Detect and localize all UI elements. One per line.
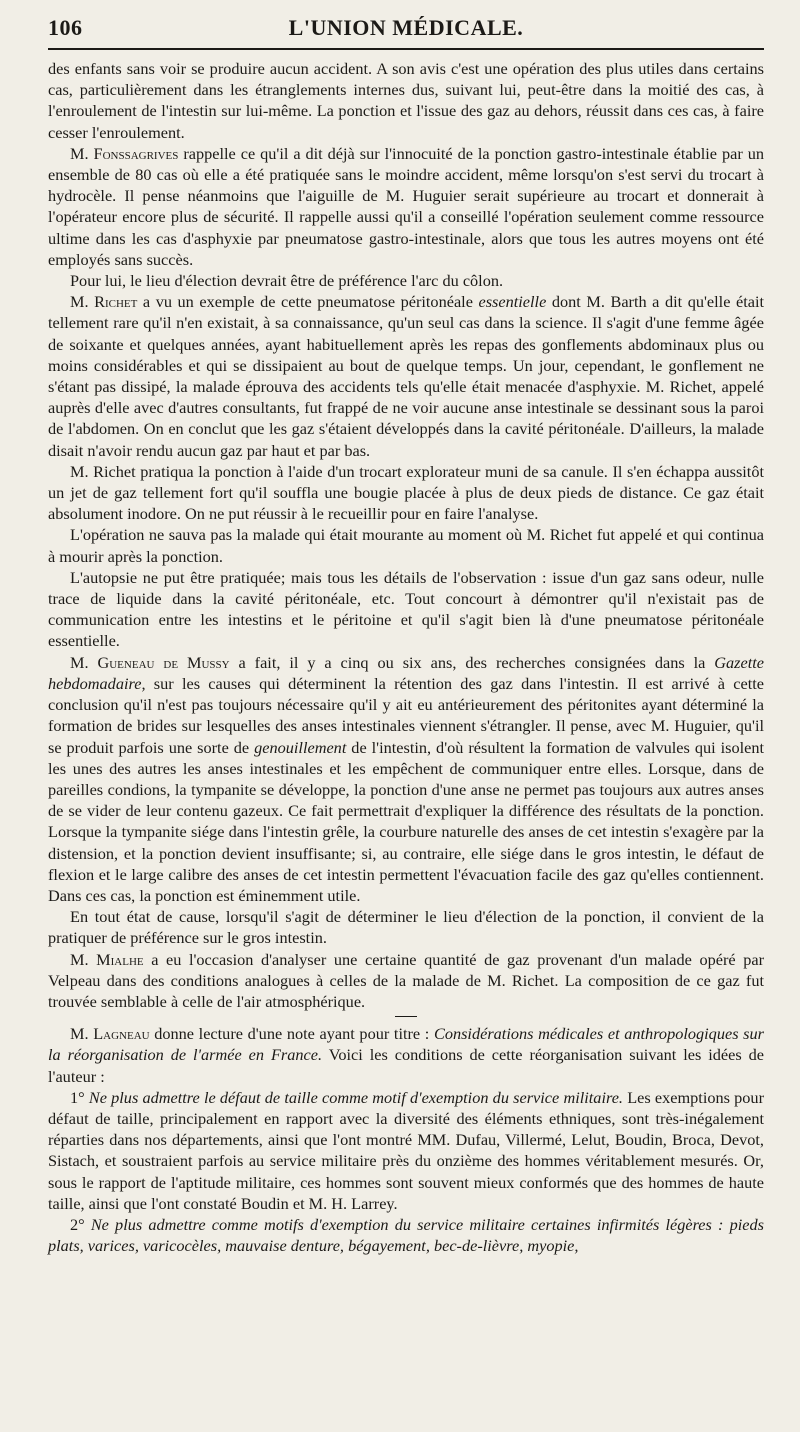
text-run: a fait, il y a cinq ou six ans, des recherches consignées dans la (229, 652, 715, 672)
text-run: Voici les conditions de cette réorganisation suivant les idées de l'auteur : (48, 1045, 764, 1086)
text-run: Les exemptions pour défaut de taille, principalement en rapport avec la diversité des éléments ethniques, sont très-inégalement réparties dans nos départements, ainsi que l'ont montré MM. Dufau, Villermé, Lelut, Boudin, Broca, Devot, Sistach, et soustraient parfois au service militaire près du onzième des hommes véritablement mesurés. Or, sous le rapport de l'aptitude militaire, ces hommes sont souvent mieux conformés que des hommes de haute taille, ainsi que l'ont constaté Boudin et M. H. Larrey. (48, 1087, 764, 1213)
text-run: de l'intestin, d'où résultent la formation de valvules qui isolent les unes des autres les anses intestinales et les empêchent de communiquer entre elles. Lorsque, dans de pareilles condions, la tympanite se développe, la ponction d'une anse ne permet pas toujours aux autres anses de se vider de leur contenu gazeux. Ce fait permettrait d'expliquer la différence des résultats de la ponction. Lorsque la tympanite siége dans l'intestin grêle, la courbure naturelle des anses de cet intestin s'exagère par la distension, et la ponction devient insuffisante; si, au contraire, elle siége dans le gros intestin, le défaut de flexion et le large calibre des anses de cet intestin permettent l'évacuation facile des gaz qu'elles contiennent. Dans ces cas, la ponction est éminemment utile. (48, 737, 765, 905)
italic-text: essentielle (478, 292, 547, 312)
paragraph (48, 652, 764, 906)
italic-text: Considérations médicales et anthropologiques sur la réorganisation de l'armée en France. (48, 1024, 764, 1065)
text-run: a vu un exemple de cette pneumatose péritonéale (137, 292, 479, 312)
paragraph (48, 58, 764, 143)
paragraph (48, 524, 764, 566)
speaker-name: Lagneau (93, 1024, 150, 1044)
paragraph (48, 270, 764, 291)
paragraph (48, 1087, 764, 1214)
paragraph (48, 143, 764, 270)
paragraph (48, 1214, 764, 1256)
paragraph (48, 1023, 764, 1087)
text-run: M. (70, 143, 94, 163)
italic-text: genouillement (254, 737, 347, 757)
speaker-name: Richet (94, 292, 138, 312)
text-run: M. (70, 652, 98, 672)
text-run: 2° (70, 1214, 91, 1234)
speaker-name: Mialhe (96, 949, 144, 969)
text-run: sur les causes qui déterminent la rétention des gaz dans l'intestin. Il est arrivé à cette conclusion qu'il n'est pas toujours nécessaire qu'il y ait eu antérieurement des péritonites ayant déterminé la formation de brides sur lesquelles des anses intestinales viennent s'étrangler. Il pense, avec M. Huguier, qu'il se produit parfois une sorte de (48, 673, 764, 757)
page-header (48, 14, 764, 42)
paragraph (48, 567, 764, 652)
text-run: des enfants sans voir se produire aucun accident. A son avis c'est une opération des plus utiles dans certains cas, particulièrement dans les étranglements internes dus, suivant lui, peut-être dans la moitié des cas, à l'enroulement de l'intestin sur lui-même. La ponction et l'issue des gaz au dehors, réussit dans ces cas, à faire cesser l'enroulement. (48, 59, 764, 142)
text-run: M. (70, 292, 95, 312)
text-run: a eu l'occasion d'analyser une certaine quantité de gaz provenant d'un malade opéré par Velpeau dans des conditions analogues à celles de la malade de M. Richet. La composition de ce gaz fut trouvée semblable à celle de l'air atmosphérique. (48, 949, 764, 1011)
text-run: L'autopsie ne put être pratiquée; mais tous les détails de l'observation : issue d'un gaz sans odeur, nulle trace de liquide dans la cavité péritonéale, etc. Tout concourt à démontrer qu'il n'existait pas de communication entre les intestins et le péritoine et qu'il s'agit bien là d'une pneumatose péritonéale essentielle. (48, 567, 764, 651)
text-run: 1° (70, 1087, 89, 1107)
text-run: M. (70, 1024, 94, 1044)
text-run: M. (70, 949, 97, 969)
paragraph (48, 461, 764, 525)
italic-text: Ne plus admettre comme motifs d'exemption du service militaire certaines infirmités légères : pieds plats, varices, varicocèles, mauvaise denture, bégayement, bec-de-lièvre, myopie, (48, 1214, 764, 1256)
header-rule (48, 48, 764, 50)
speaker-name: Fonssagrives (93, 143, 179, 163)
page-number: 106 (48, 15, 83, 40)
paragraph (48, 949, 764, 1013)
journal-title: L'UNION MÉDICALE. (288, 15, 524, 40)
text-run: Pour lui, le lieu d'élection devrait être de préférence l'arc du côlon. (70, 271, 504, 291)
article-body (48, 58, 764, 1256)
text-run: L'opération ne sauva pas la malade qui était mourante au moment où M. Richet fut appelé et qui continua à mourir après la ponction. (48, 525, 764, 566)
speaker-name: Gueneau de Mussy (97, 652, 230, 672)
paragraph (48, 291, 764, 461)
text-run: En tout état de cause, lorsqu'il s'agit de déterminer le lieu d'élection de la ponction, il convient de la pratiquer de préférence sur le gros intestin. (48, 907, 764, 948)
text-run: donne lecture d'une note ayant pour titre : (149, 1024, 434, 1044)
paragraph (48, 906, 764, 948)
section-separator (395, 1016, 417, 1017)
italic-text: Ne plus admettre le défaut de taille comme motif d'exemption du service militaire. (88, 1087, 623, 1107)
italic-text: Gazette hebdomadaire, (48, 652, 764, 693)
text-run: M. Richet pratiqua la ponction à l'aide d'un trocart explorateur muni de sa canule. Il s'en échappa aussitôt un jet de gaz tellement fort qu'il souffla une bougie placée à plus de deux pieds de distance. Ce gaz était absolument inodore. On ne put réussir à le recueillir pour en faire l'analyse. (48, 461, 764, 524)
text-run: rappelle ce qu'il a dit déjà sur l'innocuité de la ponction gastro-intestinale établie par un ensemble de 80 cas où elle a été pratiquée sans le moindre accident, même lorsqu'on s'est servi du trocart à hydrocèle. Il pense néanmoins que l'aiguille de M. Huguier serait supérieure au trocart et donnerait à l'opérateur encore plus de sécurité. Il rappelle aussi qu'il a conseillé l'opération seulement comme ressource ultime dans les cas d'asphyxie par pneumatose gastro-intestinale, alors que tous les autres moyens ont été employés sans succès. (48, 143, 764, 269)
text-run: dont M. Barth a dit qu'elle était tellement rare qu'il n'en existait, à sa connaissance, qu'un seul cas dans la science. Il s'agit d'une femme âgée de soixante et quelques années, ayant habituellement après les repas des gonflements abdominaux plus ou moins considérables et qui se dissipaient au bout de quelque temps. Un jour, cependant, le gonflement ne s'étant pas dissipé, la malade éprouva des accidents tels qu'elle était menacée d'asphyxie. M. Richet, appelé auprès d'elle avec d'autres consultants, fut frappé de ne voir aucune anse intestinale se dessinant sous la paroi de l'abdomen. On en conclut que les gaz s'étaient développés dans la cavité péritonéale. D'ailleurs, la malade disait n'avoir rendu aucun gaz par haut et par bas. (48, 292, 765, 460)
